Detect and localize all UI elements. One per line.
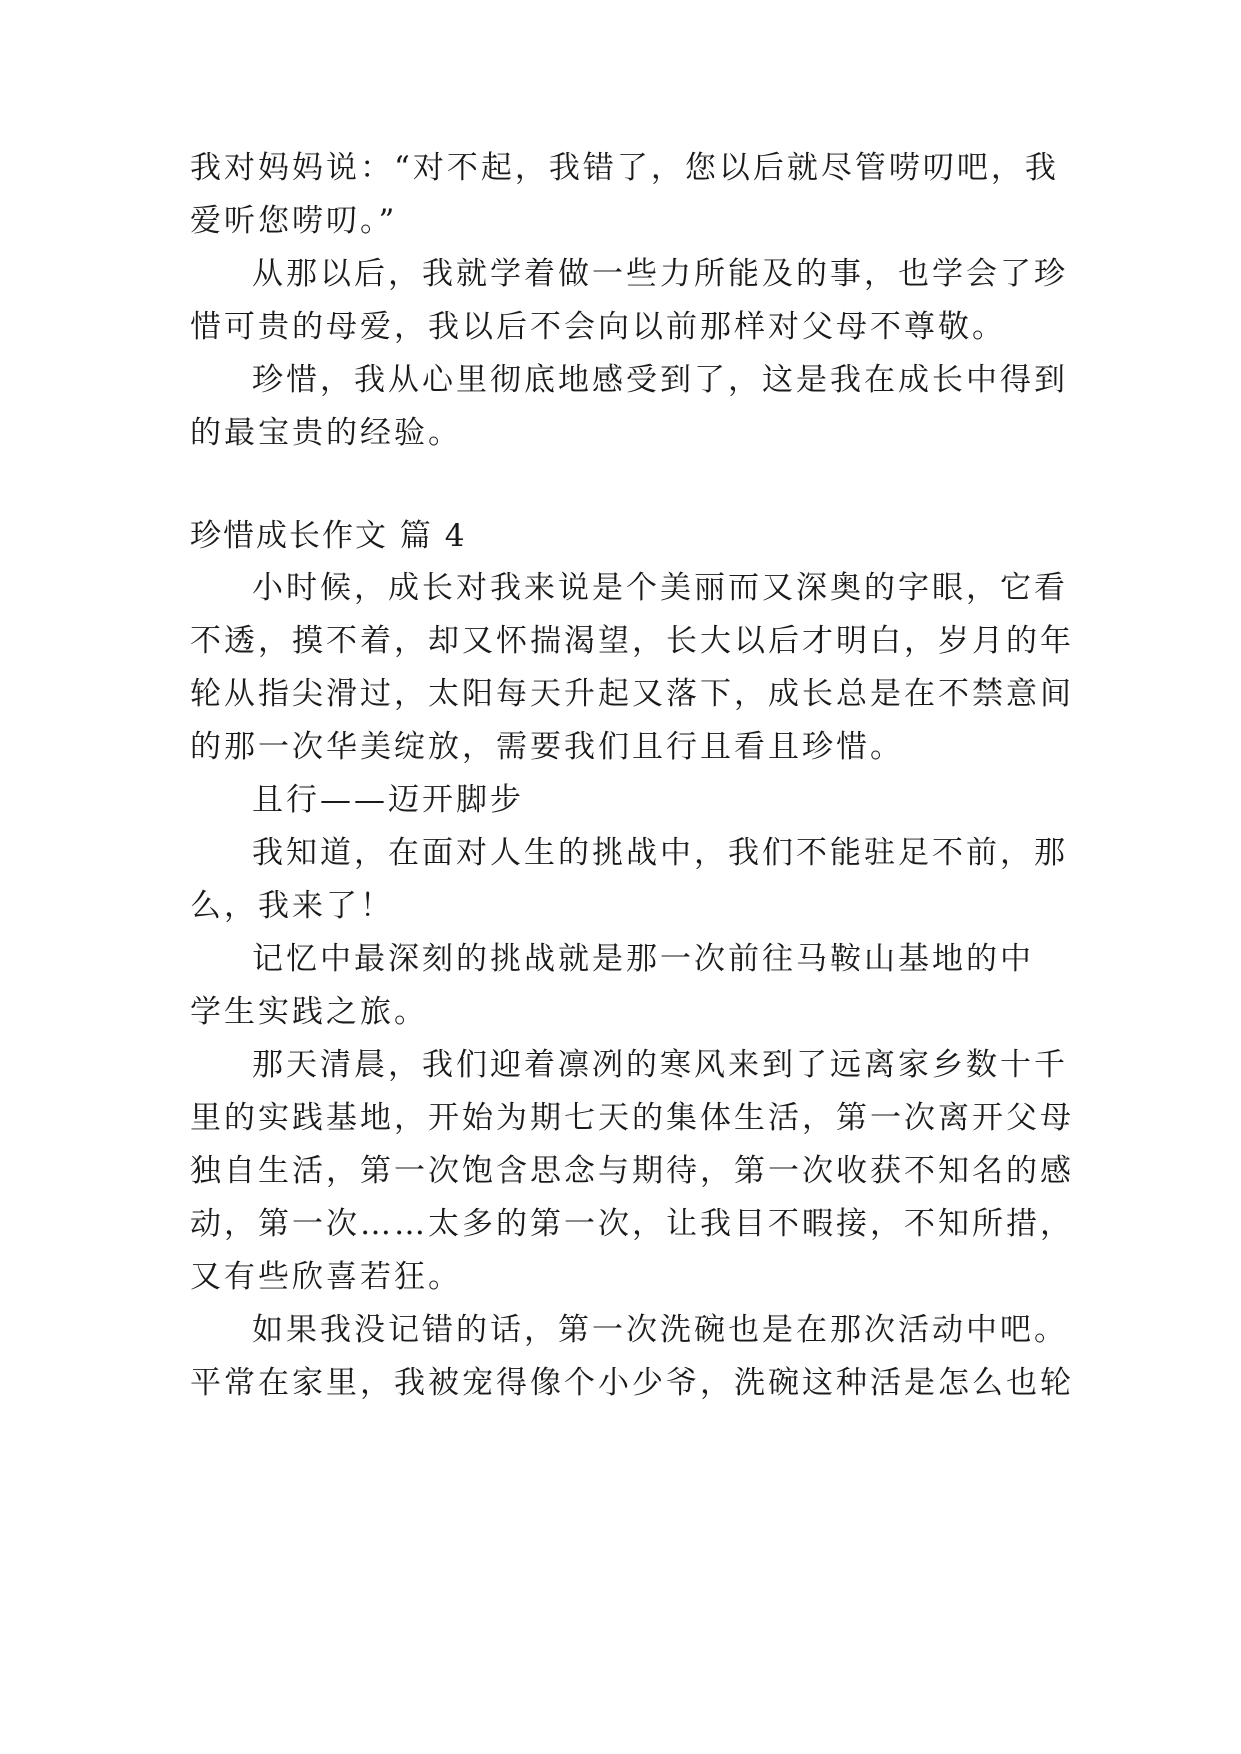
text-line: 如果我没记错的话，第一次洗碗也是在那次活动中吧。	[252, 1312, 1068, 1348]
text-line: 独自生活，第一次饱含思念与期待，第一次收获不知名的感	[190, 1153, 1074, 1189]
text-line: 么，我来了！	[190, 888, 394, 924]
section-heading: 珍惜成长作文 篇 4	[190, 518, 467, 554]
text-line: 学生实践之旅。	[190, 994, 428, 1030]
text-line: 又有些欣喜若狂。	[190, 1259, 462, 1295]
text-line: 不透，摸不着，却又怀揣渴望，长大以后才明白，岁月的年	[190, 623, 1074, 659]
text-line: 我知道，在面对人生的挑战中，我们不能驻足不前，那	[252, 835, 1068, 871]
text-line: 珍惜，我从心里彻底地感受到了，这是我在成长中得到	[252, 362, 1068, 398]
text-line: 里的实践基地，开始为期七天的集体生活，第一次离开父母	[190, 1100, 1074, 1136]
text-line: 记忆中最深刻的挑战就是那一次前往马鞍山基地的中	[252, 941, 1034, 977]
text-line: 惜可贵的母爱，我以后不会向以前那样对父母不尊敬。	[190, 309, 1006, 345]
text-line: 的最宝贵的经验。	[190, 415, 462, 451]
text-line: 的那一次华美绽放，需要我们且行且看且珍惜。	[190, 729, 904, 765]
text-line: 爱听您唠叨。”	[190, 203, 398, 239]
subheading-line: 且行——迈开脚步	[252, 782, 524, 818]
text-line: 动，第一次……太多的第一次，让我目不暇接，不知所措，	[190, 1206, 1074, 1242]
text-line: 从那以后，我就学着做一些力所能及的事，也学会了珍	[252, 256, 1068, 292]
text-line: 平常在家里，我被宠得像个小少爷，洗碗这种活是怎么也轮	[190, 1365, 1074, 1401]
text-line: 轮从指尖滑过，太阳每天升起又落下，成长总是在不禁意间	[190, 676, 1074, 712]
text-line: 我对妈妈说：“对不起，我错了，您以后就尽管唠叨吧，我	[190, 150, 1059, 186]
text-line: 小时候，成长对我来说是个美丽而又深奥的字眼，它看	[252, 570, 1068, 606]
text-line: 那天清晨，我们迎着凛冽的寒风来到了远离家乡数十千	[252, 1047, 1068, 1083]
